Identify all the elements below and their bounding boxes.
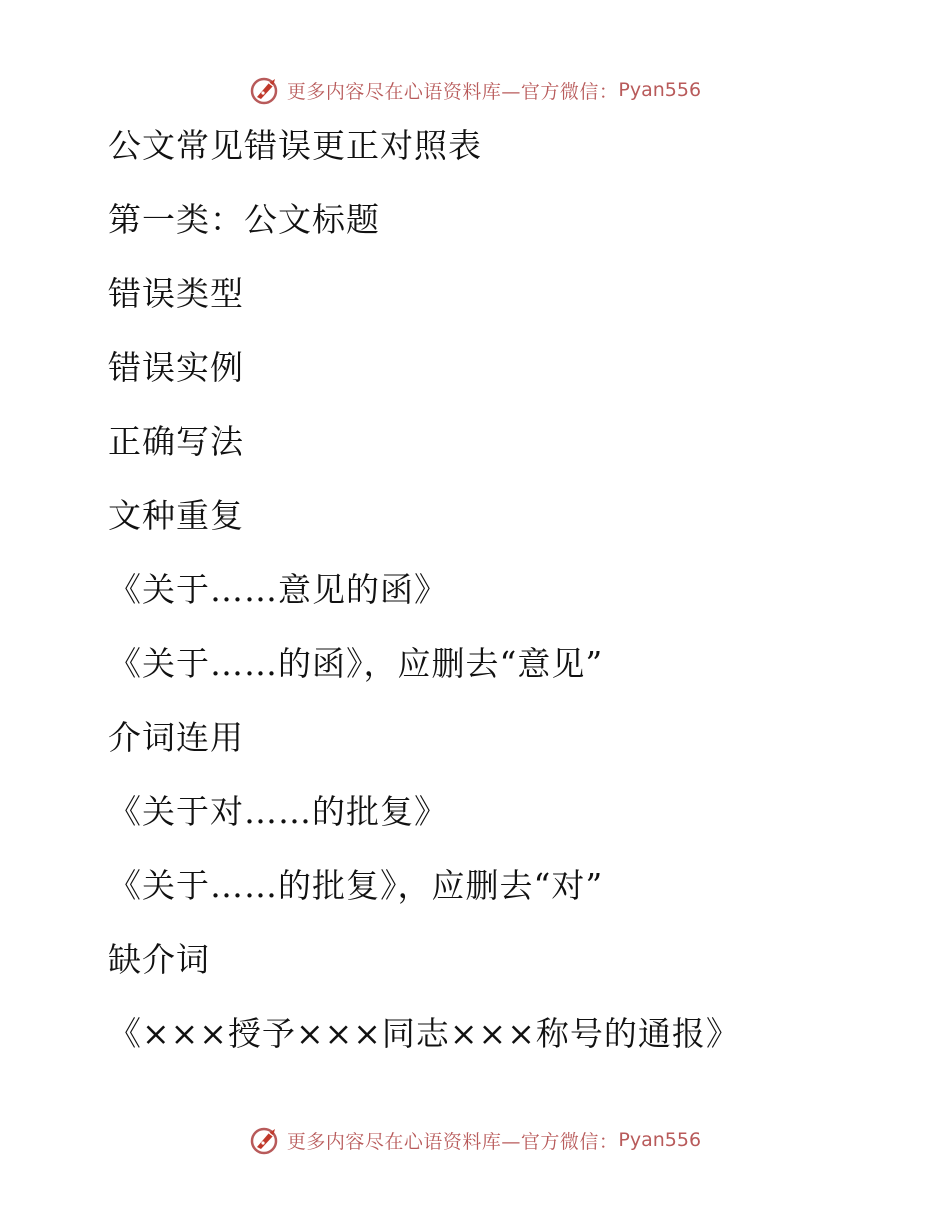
banner-text: 更多内容尽在心语资料库—官方微信：: [286, 80, 619, 103]
text-line: 缺介词: [108, 940, 210, 979]
header-banner: [0, 70, 950, 110]
text-line: 《关于……的函》，应删去“意见”: [108, 644, 604, 683]
text-line: 《关于……意见的函》: [108, 570, 448, 609]
text-line: 《×××授予×××同志×××称号的通报》: [108, 1014, 740, 1053]
banner-account: Pyan556: [618, 1129, 702, 1151]
text-line: 正确写法: [108, 422, 244, 461]
text-line: 错误类型: [108, 274, 244, 313]
text-line: 错误实例: [108, 348, 244, 387]
banner-text: 更多内容尽在心语资料库—官方微信：: [286, 1130, 619, 1153]
text-line: 文种重复: [108, 496, 244, 535]
section-heading: 第一类：公文标题: [108, 200, 380, 239]
banner-account: Pyan556: [618, 79, 702, 101]
text-line: 《关于……的批复》，应删去“对”: [108, 866, 604, 905]
pen-nib-logo-icon: [249, 73, 283, 107]
document-title: 公文常见错误更正对照表: [108, 126, 482, 165]
text-line: 《关于对……的批复》: [108, 792, 448, 831]
text-line: 介词连用: [108, 718, 244, 757]
document-body: [108, 120, 908, 1082]
footer-banner: [0, 1120, 950, 1160]
pen-nib-logo-icon: [249, 1123, 283, 1157]
